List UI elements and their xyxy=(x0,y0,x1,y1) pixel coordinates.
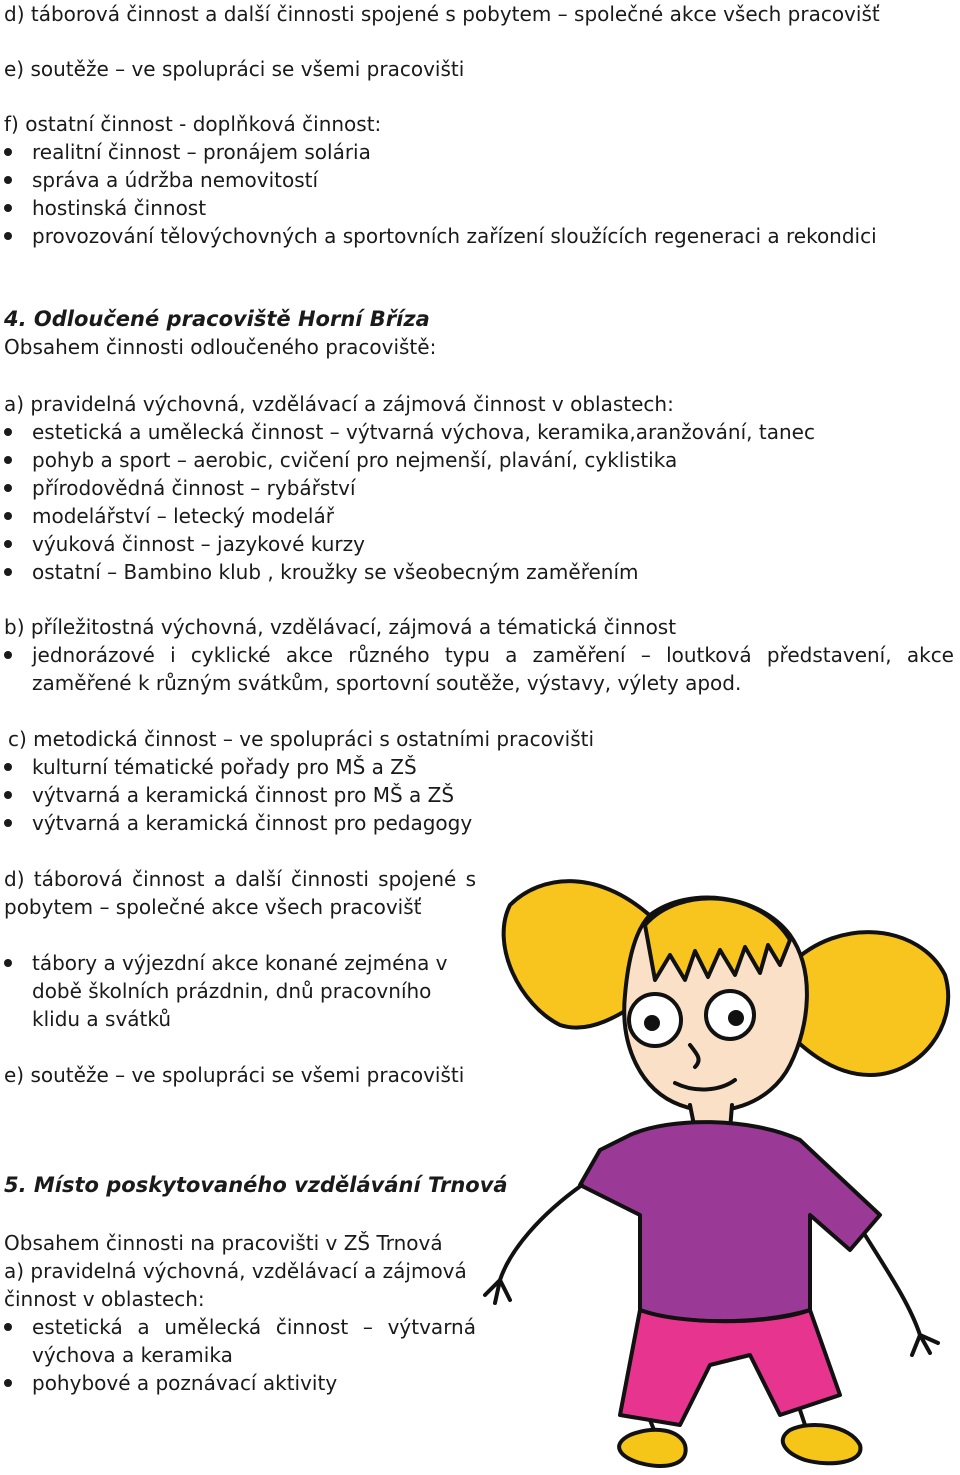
section4-b-item-line2: zaměřené k různým svátkům, sportovní soutěže, výstavy, výlety apod. xyxy=(32,671,742,695)
section5-a-item-0: estetická a umělecká činnost – výtvarná výchova a keramika xyxy=(32,1315,476,1367)
list-item: výtvarná a keramická činnost pro MŠ a ZŠ xyxy=(0,781,472,809)
section4-d-label: d) táborová činnost a další činnosti spojené s pobytem – společné akce všech pracovišť xyxy=(4,867,476,919)
list-item: pohyb a sport – aerobic, cvičení pro nejmenší, plavání, cyklistika xyxy=(0,446,815,474)
section4-a-label: a) pravidelná výchovná, vzdělávací a zájmová činnost v oblastech: xyxy=(4,392,674,416)
section4-intro: Obsahem činnosti odloučeného pracoviště: xyxy=(4,335,437,359)
section4-e-label: e) soutěže – ve spolupráci se všemi pracovišti xyxy=(4,1063,465,1087)
list-item: výtvarná a keramická činnost pro pedagogy xyxy=(0,809,472,837)
section5-heading: 5. Místo poskytovaného vzdělávání Trnová xyxy=(4,1173,508,1197)
section4-c-list xyxy=(0,753,472,837)
section4-d-list xyxy=(0,949,32,977)
list-item: estetická a umělecká činnost – výtvarná výchova, keramika,aranžování, tanec xyxy=(0,418,815,446)
section4-d-item: tábory a výjezdní akce konané zejména v době školních prázdnin, dnů pracovního klidu a svátků xyxy=(32,951,448,1031)
list-item: provozování tělovýchovných a sportovních zařízení sloužících regeneraci a rekondici xyxy=(0,222,877,250)
left-shoe xyxy=(619,1430,686,1466)
list-item: přírodovědná činnost – rybářství xyxy=(0,474,815,502)
section4-a-list xyxy=(0,418,815,586)
list-item xyxy=(0,641,32,669)
list-item: výuková činnost – jazykové kurzy xyxy=(0,530,815,558)
shirt xyxy=(580,1122,880,1321)
cartoon-girl-icon xyxy=(480,855,960,1475)
right-shoe xyxy=(783,1425,861,1463)
section5-intro: Obsahem činnosti na pracovišti v ZŠ Trnová xyxy=(4,1231,443,1255)
section4-b-item-line1: jednorázové i cyklické akce různého typu a zaměření – loutková představení, akce xyxy=(32,643,954,667)
list-item xyxy=(0,949,32,977)
section5-a-label: a) pravidelná výchovná, vzdělávací a zájmová činnost v oblastech: xyxy=(4,1259,467,1311)
line-f-top: f) ostatní činnost - doplňková činnost: xyxy=(4,112,382,136)
list-item: realitní činnost – pronájem solária xyxy=(0,138,877,166)
section4-b-list xyxy=(0,641,32,669)
list-item: pohybové a poznávací aktivity xyxy=(0,1369,337,1397)
section4-heading: 4. Odloučené pracoviště Horní Bříza xyxy=(4,307,430,331)
pants xyxy=(620,1310,840,1425)
section4-c-label: c) metodická činnost – ve spolupráci s ostatními pracovišti xyxy=(8,727,595,751)
list-item: kulturní tématické pořady pro MŠ a ZŠ xyxy=(0,753,472,781)
list-item: modelářství – letecký modelář xyxy=(0,502,815,530)
list-item: ostatní – Bambino klub , kroužky se všeobecným zaměřením xyxy=(0,558,815,586)
list-item: hostinská činnost xyxy=(0,194,877,222)
list-item: správa a údržba nemovitostí xyxy=(0,166,877,194)
line-d-top: d) táborová činnost a další činnosti spojené s pobytem – společné akce všech pracovišť xyxy=(4,2,880,26)
line-e-top: e) soutěže – ve spolupráci se všemi pracovišti xyxy=(4,57,465,81)
section4-b-label: b) příležitostná výchovná, vzdělávací, zájmová a tématická činnost xyxy=(4,615,677,639)
f-items-list xyxy=(0,138,877,250)
